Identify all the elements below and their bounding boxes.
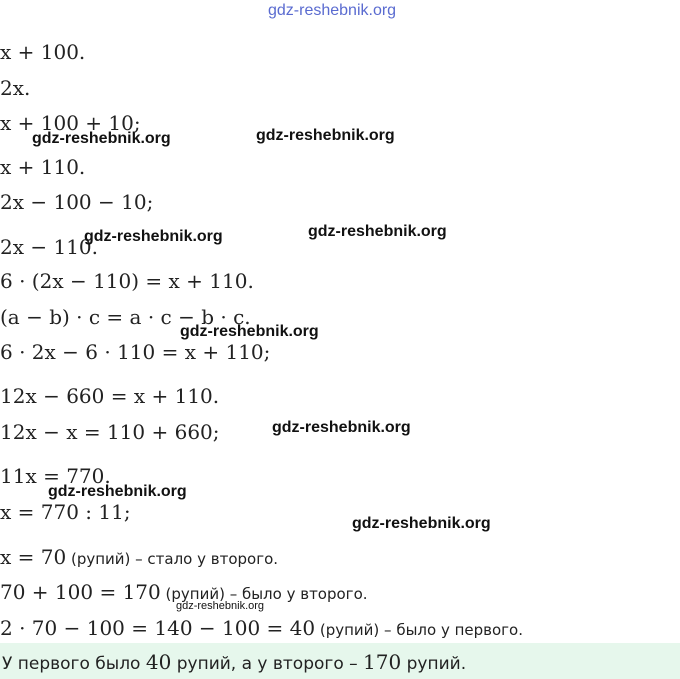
solution-line-11: 12x − x = 110 + 660;: [0, 420, 220, 444]
watermark: gdz-reshebnik.org: [352, 515, 491, 532]
watermark: gdz-reshebnik.org: [176, 600, 265, 612]
solution-line-16: [0, 616, 523, 640]
solution-line-9: 6 · 2x − 6 · 110 = x + 110;: [0, 340, 271, 364]
watermark: gdz-reshebnik.org: [48, 483, 187, 500]
line-16-math: 2 · 70 − 100 = 140 − 100 = 40: [0, 616, 316, 640]
solution-line-2: 2x.: [0, 76, 31, 100]
watermark: gdz-reshebnik.org: [32, 130, 171, 147]
watermark: gdz-reshebnik.org: [308, 223, 447, 240]
answer-text: [2, 650, 466, 674]
line-14-math: x = 70: [0, 545, 67, 569]
solution-line-3: x + 100 + 10;: [0, 111, 141, 135]
line-15-text: (рупий) – было у второго.: [160, 585, 368, 603]
line-15-math: 70 + 100 = 170: [0, 580, 161, 604]
solution-line-6: 2x − 110.: [0, 235, 99, 259]
site-watermark: gdz-reshebnik.org: [268, 2, 397, 19]
answer-part-2: рупий, а у второго –: [171, 654, 364, 674]
solution-line-4: x + 110.: [0, 155, 86, 179]
solution-line-7: 6 · (2x − 110) = x + 110.: [0, 269, 254, 293]
solution-line-5: 2x − 100 − 10;: [0, 190, 154, 214]
watermark: gdz-reshebnik.org: [180, 323, 319, 340]
solution-line-14: [0, 545, 278, 569]
solution-line-8: (a − b) · c = a · c − b · c.: [0, 305, 251, 329]
line-14-text: (рупий) – стало у второго.: [66, 550, 279, 568]
solution-line-12: 11x = 770.: [0, 464, 111, 488]
answer-part-1: У первого было: [2, 654, 146, 674]
watermark: gdz-reshebnik.org: [272, 419, 411, 436]
line-16-text: (рупий) – было у первого.: [315, 621, 523, 639]
answer-number-2: 170: [363, 650, 402, 674]
watermark: gdz-reshebnik.org: [84, 228, 223, 245]
solution-line-1: x + 100.: [0, 40, 86, 64]
solution-line-10: 12x − 660 = x + 110.: [0, 384, 220, 408]
answer-banner: [0, 643, 680, 679]
answer-number-1: 40: [145, 650, 172, 674]
answer-part-3: рупий.: [401, 654, 467, 674]
solution-line-13: x = 770 : 11;: [0, 500, 131, 524]
watermark: gdz-reshebnik.org: [256, 127, 395, 144]
